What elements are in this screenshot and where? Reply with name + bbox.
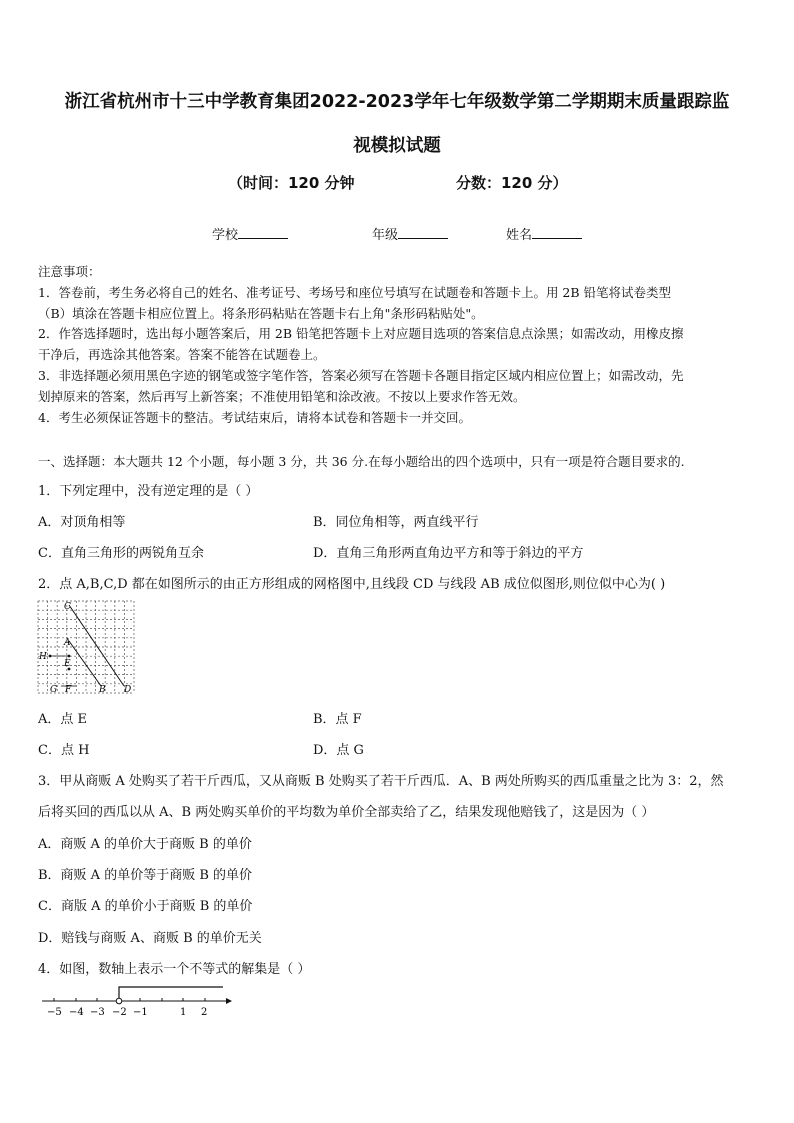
exam-score: 分数：120 分） bbox=[456, 174, 568, 192]
exam-title-line1: 浙江省杭州市十三中学教育集团2022-2023学年七年级数学第二学期期末质量跟踪监 bbox=[64, 92, 730, 112]
q3-option-c[interactable]: C．商版 A 的单价小于商贩 B 的单价 bbox=[38, 899, 253, 914]
segment-ab bbox=[69, 641, 101, 686]
q4-number-line bbox=[36, 980, 236, 1020]
notice-line: 3．非选择题必须用黑色字迹的钢笔或签字笔作答，答案必须写在答题卡各题目指定区域内相应位置上；如需改动，先 bbox=[38, 367, 684, 383]
grade-blank[interactable] bbox=[398, 226, 448, 239]
q2-option-a[interactable]: A．点 E bbox=[38, 712, 88, 727]
label-c: C bbox=[64, 602, 71, 612]
tick-label: 2 bbox=[201, 1007, 208, 1018]
notice-line: 1．答卷前，考生务必将自己的姓名、准考证号、考场号和座位号填写在试题卷和答题卡上。用 2B 铅笔将试卷类型 bbox=[38, 284, 672, 300]
name-blank[interactable] bbox=[532, 226, 582, 239]
q3-option-a[interactable]: A．商贩 A 的单价大于商贩 B 的单价 bbox=[38, 837, 252, 852]
q1-option-a[interactable]: A．对顶角相等 bbox=[38, 515, 126, 530]
tick-label: −5 bbox=[47, 1007, 62, 1018]
q1-option-b[interactable]: B．同位角相等，两直线平行 bbox=[313, 515, 479, 530]
question-3-stem-line1: 3．甲从商贩 A 处购买了若干斤西瓜，又从商贩 B 处购买了若干斤西瓜．A、B 两处所购买的西瓜重量之比为 3：2，然 bbox=[38, 774, 724, 789]
question-2-stem: 2．点 A,B,C,D 都在如图所示的由正方形组成的网格图中,且线段 CD 与线段 AB 成位似图形,则位似中心为( ) bbox=[38, 577, 666, 592]
exam-time: （时间：120 分钟 bbox=[228, 174, 355, 192]
tick-label: −1 bbox=[133, 1007, 148, 1018]
q2-option-b[interactable]: B．点 F bbox=[313, 712, 362, 727]
notice-line: 2．作答选择题时，选出每小题答案后，用 2B 铅笔把答题卡上对应题目选项的答案信息点涂黑；如需改动，用橡皮擦 bbox=[38, 326, 684, 342]
open-circle-point bbox=[116, 998, 122, 1004]
school-label: 学校 bbox=[212, 228, 239, 243]
notice-line: 4．考生必须保证答题卡的整洁。考试结束后，请将本试卷和答题卡一并交回。 bbox=[38, 409, 471, 425]
q3-option-d[interactable]: D．赔钱与商贩 A、商贩 B 的单价无关 bbox=[38, 931, 262, 946]
q1-option-c[interactable]: C．直角三角形的两锐角互余 bbox=[38, 546, 204, 561]
name-label: 姓名 bbox=[506, 228, 533, 243]
label-a: A bbox=[64, 638, 71, 648]
school-field[interactable] bbox=[212, 224, 288, 243]
label-h: H bbox=[39, 652, 47, 662]
label-d: D bbox=[124, 685, 132, 695]
school-blank[interactable] bbox=[238, 226, 288, 239]
grade-field[interactable] bbox=[372, 224, 448, 243]
axis-arrow-icon bbox=[226, 998, 232, 1004]
point-h bbox=[49, 655, 52, 658]
name-field[interactable] bbox=[506, 224, 582, 243]
q2-grid-figure bbox=[36, 597, 138, 697]
notice-heading: 注意事项： bbox=[38, 264, 101, 279]
label-e: E bbox=[64, 659, 71, 669]
grade-label: 年级 bbox=[372, 228, 399, 243]
tick-label: 1 bbox=[180, 1007, 187, 1018]
label-b: B bbox=[99, 685, 106, 695]
question-1-stem: 1．下列定理中，没有逆定理的是（ ） bbox=[38, 484, 259, 499]
segment-cd bbox=[69, 605, 124, 686]
tick-label: −2 bbox=[112, 1007, 127, 1018]
question-3-stem-line2: 后将买回的西瓜以从 A、B 两处购买单价的平均数为单价全部卖给了乙，结果发现他赔钱了，这是因为（ ） bbox=[38, 805, 655, 820]
q3-option-b[interactable]: B．商贩 A 的单价等于商贩 B 的单价 bbox=[38, 868, 253, 883]
label-f: F bbox=[65, 685, 72, 695]
label-g: G bbox=[50, 685, 58, 695]
section-heading: 一、选择题：本大题共 12 个小题，每小题 3 分，共 36 分.在每小题给出的四个选项中，只有一项是符合题目要求的. bbox=[38, 454, 685, 469]
point-e bbox=[68, 655, 71, 658]
q2-option-c[interactable]: C．点 H bbox=[38, 743, 90, 758]
notice-line: （B）填涂在答题卡相应位置上。将条形码粘贴在答题卡右上角"条形码粘贴处"。 bbox=[38, 305, 484, 321]
question-4-stem: 4．如图，数轴上表示一个不等式的解集是（ ） bbox=[38, 962, 311, 977]
tick-label: −3 bbox=[90, 1007, 105, 1018]
tick-label: −4 bbox=[69, 1007, 84, 1018]
notice-line: 干净后，再选涂其他答案。答案不能答在试题卷上。 bbox=[38, 347, 326, 363]
q2-option-d[interactable]: D．点 G bbox=[313, 743, 364, 758]
exam-title-line2: 视模拟试题 bbox=[353, 136, 441, 156]
solution-ray bbox=[119, 987, 223, 1001]
notice-block bbox=[38, 262, 760, 428]
q1-option-d[interactable]: D．直角三角形两直角边平方和等于斜边的平方 bbox=[313, 546, 584, 561]
notice-line: 划掉原来的答案，然后再写上新答案；不准使用铅笔和涂改液。不按以上要求作答无效。 bbox=[38, 388, 526, 404]
